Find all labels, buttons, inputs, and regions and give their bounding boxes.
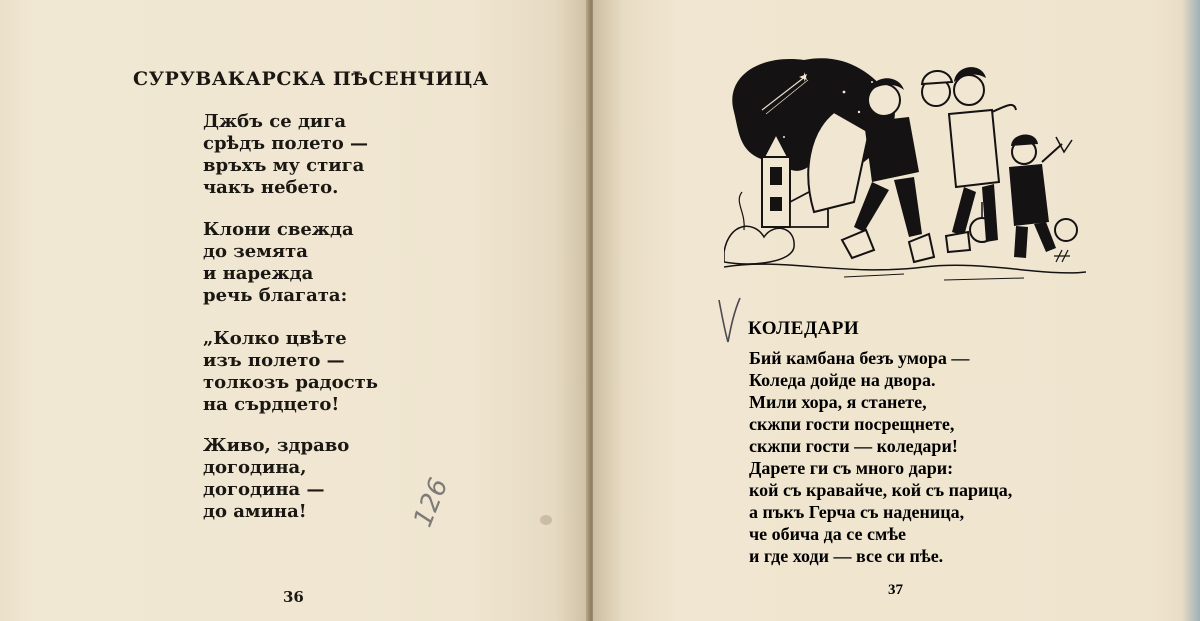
verse-line: речь благата: xyxy=(203,285,348,306)
verse-line: Коледа дойде на двора. xyxy=(749,370,936,390)
stanza-3 xyxy=(203,328,378,416)
verse-line: Джбъ се дига xyxy=(203,111,346,132)
verse-line: че обича да се смѣе xyxy=(749,524,907,544)
verse-line: и нарежда xyxy=(203,263,314,284)
verse-line: връхъ му стига xyxy=(203,155,365,176)
verse-line: до амина! xyxy=(203,501,307,522)
verse-line: Живо, здраво xyxy=(203,435,350,456)
poem-title-left: СУРУВАКАРСКА ПѢСЕНЧИЦА xyxy=(133,68,489,90)
verse-line: чакъ небето. xyxy=(203,177,339,198)
page-number-right: 37 xyxy=(888,582,903,598)
verse-line: Мили хора, я станете, xyxy=(749,392,927,412)
verse-line: Клони свежда xyxy=(203,219,354,240)
verse-line: изъ полето — xyxy=(203,350,345,371)
koledari-stanza xyxy=(749,347,1012,567)
stanza-1 xyxy=(203,111,368,199)
poem-title-right: КОЛЕДАРИ xyxy=(748,318,860,339)
verse-line: догодина, xyxy=(203,457,307,478)
stanza-4 xyxy=(203,435,349,523)
verse-line: скжпи гости — коледари! xyxy=(749,436,958,456)
verse-line: скжпи гости посрещнете, xyxy=(749,414,955,434)
paper-stain xyxy=(540,515,552,525)
verse-line: толкозъ радость xyxy=(203,372,378,393)
verse-line: догодина — xyxy=(203,479,325,500)
verse-line: на сърдцето! xyxy=(203,394,340,415)
left-page xyxy=(0,0,590,621)
page-number-left: 36 xyxy=(283,588,304,606)
stanza-2 xyxy=(203,219,354,307)
verse-line: а пъкъ Герча съ наденица, xyxy=(749,502,965,522)
verse-line: Бий камбана безъ умора — xyxy=(749,348,970,368)
verse-line: кой съ кравайче, кой съ парица, xyxy=(749,480,1013,500)
verse-line: срѣдъ полето — xyxy=(203,133,369,154)
carolers-illustration xyxy=(724,52,1086,288)
verse-line: и где ходи — все си пѣе. xyxy=(749,546,944,566)
verse-line: „Колко цвѣте xyxy=(203,328,347,349)
pencil-annotation: 126 xyxy=(408,473,455,532)
verse-line: Дарете ги съ много дари: xyxy=(749,458,954,478)
pencil-check-mark xyxy=(716,296,742,346)
verse-line: до земята xyxy=(203,241,308,262)
